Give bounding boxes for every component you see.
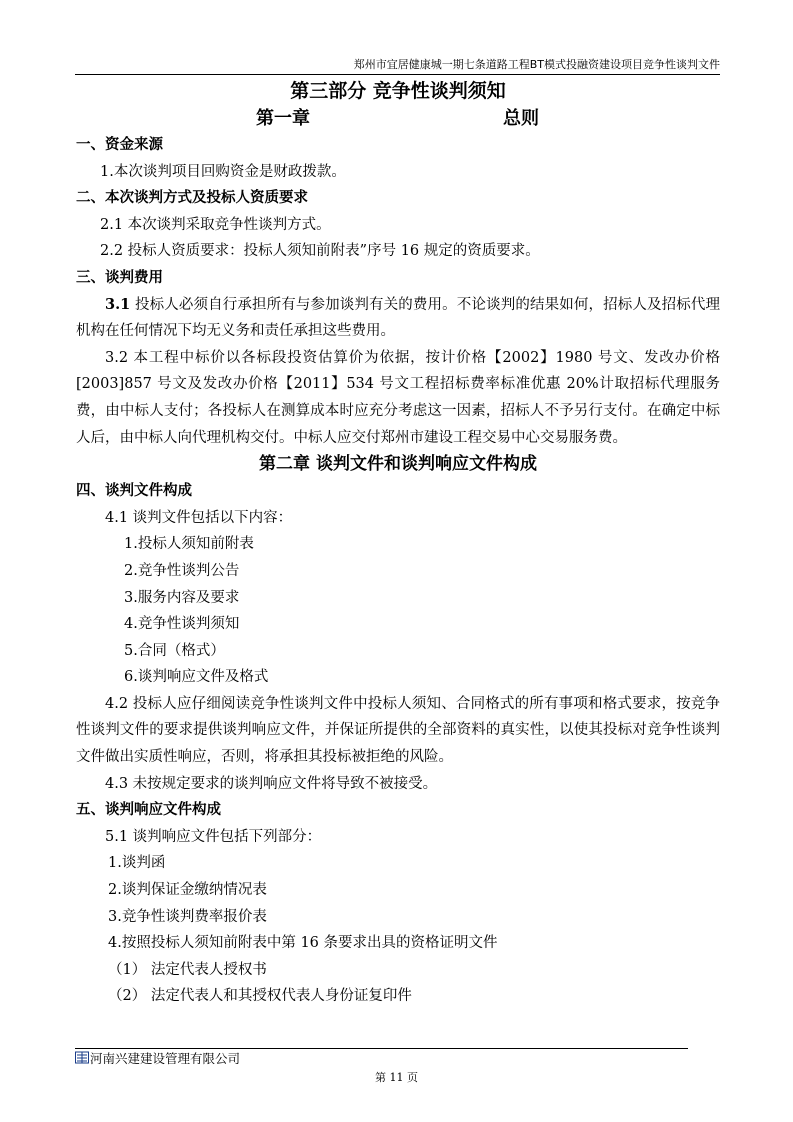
list-item: 2.竞争性谈判公告 — [124, 562, 240, 579]
section-3-paragraph-1 — [76, 292, 720, 345]
section-2-paragraph-1: 2.1 本次谈判采取竞争性谈判方式。 — [100, 216, 331, 233]
chapter-1-name: 总则 — [503, 108, 539, 129]
list-item: 3.服务内容及要求 — [124, 589, 240, 606]
section-4-paragraph-3: 4.3 未按规定要求的谈判响应文件将导致不被接受。 — [105, 775, 438, 792]
list-item: 1.谈判函 — [108, 855, 166, 872]
section-4-heading: 四、谈判文件构成 — [76, 483, 192, 500]
chapter-1-title — [76, 105, 720, 132]
section-2-heading: 二、本次谈判方式及投标人资质要求 — [76, 190, 308, 207]
section-3-heading: 三、谈判费用 — [76, 269, 163, 286]
list-item: 2.谈判保证金缴纳情况表 — [108, 882, 267, 899]
sub-list-item: （1） 法定代表人授权书 — [108, 961, 267, 978]
document-header: 郑州市宜居健康城一期七条道路工程BT模式投融资建设项目竞争性谈判文件 — [353, 58, 720, 71]
section-2-paragraph-2: 2.2 投标人资质要求：投标人须知前附表”序号 16 规定的资质要求。 — [100, 243, 540, 260]
section-5-heading: 五、谈判响应文件构成 — [76, 802, 221, 819]
chapter-2-title: 第二章 谈判文件和谈判响应文件构成 — [259, 454, 537, 475]
section-3-paragraph-2: 3.2 本工程中标价以各标段投资估算价为依据，按计价格【2002】1980 号文、发改办价格[2003]857 号文及发改办价格【2011】534 号文工程招标费率标准优惠 20%计取招标代理服务费，由中标人支付；各投标人在测算成本时应充分考虑这一因素，招标人不予另行支付。在确定中标人后，由中标人向代理机构交付。中标人应交付郑州市建设工程交易中心交易服务费。 — [76, 349, 720, 446]
section-5-paragraph-1: 5.1 谈判响应文件包括下列部分： — [105, 828, 322, 845]
section-4-paragraph-2: 4.2 投标人应仔细阅读竞争性谈判文件中投标人须知、合同格式的所有事项和格式要求，按竞争性谈判文件的要求提供谈判响应文件，并保证所提供的全部资料的真实性，以使其投标对竞争性谈判文件做出实质性响应，否则，将承担其投标被拒绝的风险。 — [76, 695, 720, 766]
header-rule — [75, 74, 720, 75]
clause-number: 3.1 — [105, 295, 131, 313]
company-name: 河南兴建建设管理有限公司 — [90, 1051, 241, 1066]
document-body — [76, 77, 720, 1010]
chapter-1-label: 第一章 — [256, 108, 310, 129]
list-item: 5.合同（格式） — [124, 642, 225, 659]
section-4-paragraph-1: 4.1 谈判文件包括以下内容： — [105, 509, 293, 526]
section-1-paragraph-1: 1.本次谈判项目回购资金是财政拨款。 — [100, 163, 346, 180]
list-item: 4.按照投标人须知前附表中第 16 条要求出具的资格证明文件 — [108, 935, 498, 952]
sub-list-item: （2） 法定代表人和其授权代表人身份证复印件 — [108, 988, 412, 1005]
section-1-heading: 一、资金来源 — [76, 137, 163, 153]
list-item: 6.谈判响应文件及格式 — [124, 669, 269, 686]
clause-text: 投标人必须自行承担所有与参加谈判有关的费用。不论谈判的结果如何，招标人及招标代理机构在任何情况下均无义务和责任承担这些费用。 — [76, 296, 720, 340]
page-number: 第 11 页 — [375, 1071, 418, 1084]
list-item: 1.投标人须知前附表 — [124, 536, 254, 553]
company-logo-icon — [75, 1051, 89, 1064]
list-item: 3.竞争性谈判费率报价表 — [108, 908, 267, 925]
part-title: 第三部分 竞争性谈判须知 — [290, 80, 506, 102]
list-item: 4.竞争性谈判须知 — [124, 616, 240, 633]
